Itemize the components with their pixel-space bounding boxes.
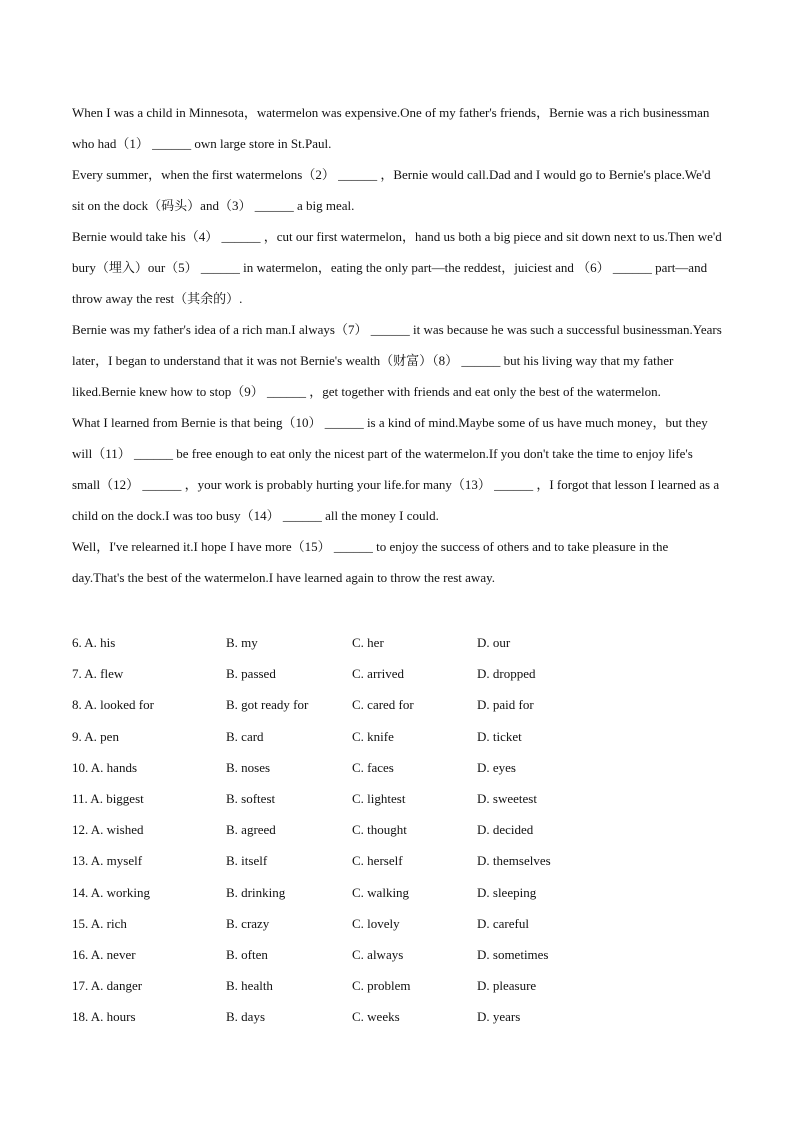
question-row <box>72 814 722 845</box>
passage-paragraph: When I was a child in Minnesota，watermelon was expensive.One of my father's friends，Bernie was a rich businessman who had（1） ______ own large store in St.Paul. <box>72 105 710 151</box>
option-a: 18. A. hours <box>72 1009 136 1025</box>
option-d: D. dropped <box>477 666 536 682</box>
option-a: 14. A. working <box>72 884 150 900</box>
question-row <box>72 689 722 720</box>
option-b: B. card <box>226 728 264 744</box>
option-c: C. herself <box>352 853 403 869</box>
option-b: B. drinking <box>226 884 286 900</box>
option-c: C. problem <box>352 978 411 994</box>
option-a: 16. A. never <box>72 946 136 962</box>
option-d: D. eyes <box>477 759 516 775</box>
option-a: 12. A. wished <box>72 822 144 838</box>
option-b: B. my <box>226 635 258 650</box>
option-a: 13. A. myself <box>72 853 143 869</box>
passage-paragraph: What I learned from Bernie is that being（10） ______ is a kind of mind.Maybe some of us have much money，but they will（11） ______ be free enough to eat only the nicest part of the watermelon.If you don't take the time to enjoy life's small（12） ______ ，your work is probably hurting your life.for many（13） ______ ，I forgot that lesson I learned as a child on the dock.I was too busy（14） ______ all the money I could. <box>72 415 720 523</box>
option-d: D. our <box>477 635 511 650</box>
option-b: B. health <box>226 978 273 994</box>
option-d: D. paid for <box>477 697 534 713</box>
question-row <box>72 908 722 939</box>
option-d: D. decided <box>477 822 534 838</box>
option-b: B. got ready for <box>226 697 309 713</box>
option-b: B. itself <box>226 853 268 869</box>
option-c: C. always <box>352 946 404 962</box>
option-a: 7. A. flew <box>72 666 124 682</box>
question-row <box>72 877 722 908</box>
option-b: B. agreed <box>226 822 276 838</box>
option-d: D. themselves <box>477 853 551 869</box>
option-b: B. softest <box>226 790 276 806</box>
option-b: B. crazy <box>226 915 270 931</box>
passage-paragraph: Every summer，when the first watermelons（2） ______ ，Bernie would call.Dad and I would go to Bernie's place.We'd sit on the dock（码头）and（3） ______ a big meal. <box>72 167 711 213</box>
cloze-passage <box>72 97 722 593</box>
question-row <box>72 721 722 752</box>
option-a: 11. A. biggest <box>72 790 144 806</box>
option-d: D. ticket <box>477 728 522 744</box>
option-a: 17. A. danger <box>72 978 143 994</box>
option-c: C. thought <box>352 822 407 838</box>
option-b: B. passed <box>226 666 276 682</box>
question-row <box>72 1001 722 1032</box>
option-c: C. lovely <box>352 915 400 931</box>
question-row <box>72 627 722 658</box>
option-a: 10. A. hands <box>72 759 137 775</box>
option-a: 6. A. his <box>72 635 116 650</box>
question-row <box>72 939 722 970</box>
passage-paragraph: Bernie was my father's idea of a rich man.I always（7） ______ it was because he was such a successful businessman.Years later，I began to understand that it was not Bernie's wealth（财富）（8） ______ but his living way that my father liked.Bernie knew how to stop（9） ______ ，get together with friends and eat only the best of the watermelon. <box>72 322 722 399</box>
option-a: 8. A. looked for <box>72 697 154 713</box>
question-row <box>72 970 722 1001</box>
option-c: C. her <box>352 635 384 650</box>
question-row <box>72 658 722 689</box>
answer-options <box>72 627 722 1032</box>
option-d: D. pleasure <box>477 978 537 994</box>
option-c: C. cared for <box>352 697 414 713</box>
passage-paragraph: Well，I've relearned it.I hope I have more（15） ______ to enjoy the success of others and to take pleasure in the day.That's the best of the watermelon.I have learned again to throw the rest away. <box>72 539 669 585</box>
question-row <box>72 752 722 783</box>
option-d: D. sometimes <box>477 946 549 962</box>
option-c: C. lightest <box>352 790 406 806</box>
question-row <box>72 783 722 814</box>
option-d: D. sweetest <box>477 790 537 806</box>
option-b: B. often <box>226 946 268 962</box>
option-c: C. arrived <box>352 666 404 682</box>
option-c: C. weeks <box>352 1009 400 1025</box>
option-c: C. walking <box>352 884 410 900</box>
option-d: D. careful <box>477 915 529 931</box>
option-b: B. noses <box>226 759 271 775</box>
option-d: D. sleeping <box>477 884 537 900</box>
option-d: D. years <box>477 1009 521 1025</box>
option-c: C. knife <box>352 728 394 744</box>
question-row <box>72 845 722 876</box>
passage-paragraph: Bernie would take his（4） ______ ，cut our first watermelon，hand us both a big piece and sit down next to us.Then we'd bury（埋入）our（5） ______ in watermelon，eating the only part—the reddest，juiciest and （6） ______ part—and throw away the rest（其余的）. <box>72 229 722 306</box>
option-c: C. faces <box>352 759 394 775</box>
option-a: 15. A. rich <box>72 915 127 931</box>
option-a: 9. A. pen <box>72 728 119 744</box>
option-b: B. days <box>226 1009 265 1025</box>
